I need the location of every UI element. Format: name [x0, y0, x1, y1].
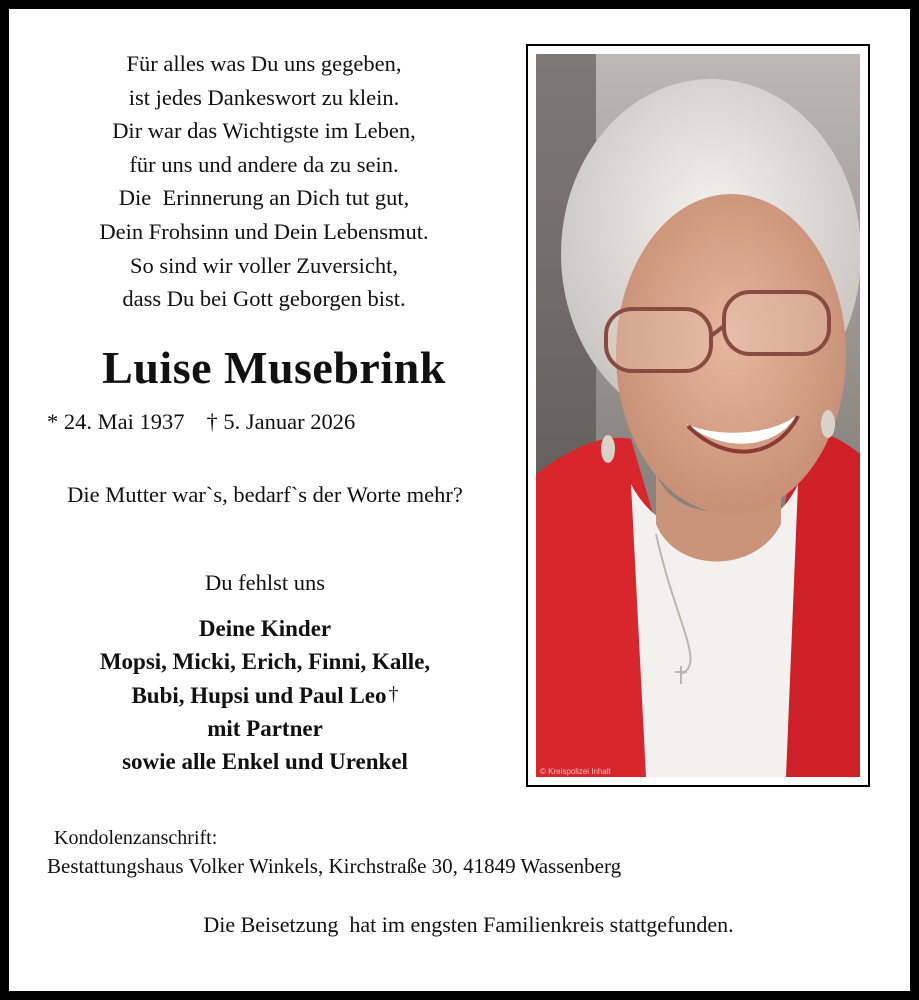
portrait-photo	[526, 44, 870, 787]
memorial-poem	[39, 47, 489, 316]
family-line-text: Bubi, Hupsi und Paul Leo	[131, 683, 387, 708]
cross-icon: †	[388, 683, 399, 705]
mourners-list	[37, 612, 493, 778]
family-line: mit Partner	[207, 716, 323, 741]
memorial-quote: Die Mutter war`s, bedarf`s der Worte mehr?	[67, 482, 463, 507]
life-dates	[47, 409, 355, 435]
deceased-name: Luise Musebrink	[102, 342, 446, 393]
portrait-photo-icon	[536, 54, 860, 777]
poem-line: für uns und andere da zu sein.	[129, 151, 399, 177]
miss-line: Du fehlst uns	[205, 570, 325, 595]
poem-line: Dein Frohsinn und Dein Lebensmut.	[99, 218, 429, 244]
family-line	[37, 678, 493, 712]
family-line: Deine Kinder	[198, 616, 332, 641]
address-label: Kondolenzanschrift:	[54, 827, 218, 849]
death-date: † 5. Januar 2026	[206, 409, 356, 434]
poem-line: dass Du bei Gott geborgen bist.	[122, 286, 406, 312]
poem-line: ist jedes Dankeswort zu klein.	[128, 84, 400, 110]
family-line: sowie alle Enkel und Urenkel	[122, 749, 408, 774]
poem-line: Für alles was Du uns gegeben,	[126, 51, 402, 76]
poem-line: Die Erinnerung an Dich tut gut,	[118, 185, 410, 211]
poem-line: So sind wir voller Zuversicht,	[129, 252, 399, 278]
poem-line: Dir war das Wichtigste im Leben,	[112, 118, 416, 144]
photo-watermark: © Kreispolizei Inhalt	[540, 767, 611, 776]
condolence-address: Bestattungshaus Volker Winkels, Kirchstraße 30, 41849 Wassenberg	[47, 854, 622, 878]
birth-date: * 24. Mai 1937	[47, 409, 185, 434]
burial-note: Die Beisetzung hat im engsten Familienkreis stattgefunden.	[203, 912, 734, 937]
family-line: Mopsi, Micki, Erich, Finni, Kalle,	[99, 649, 431, 674]
